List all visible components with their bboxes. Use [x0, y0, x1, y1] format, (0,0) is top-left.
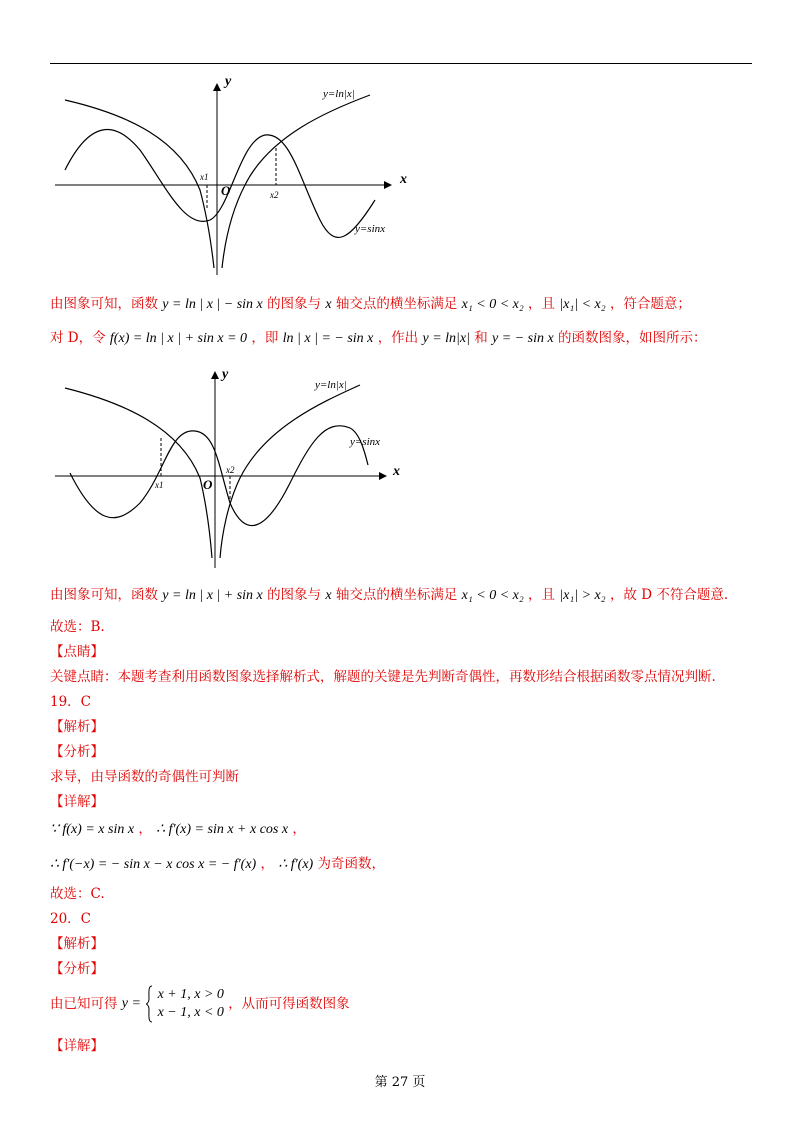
graph-ln-minus-sin: [50, 70, 410, 280]
analysis-19: 求导，由导函数的奇偶性可判断: [50, 769, 239, 785]
formula: ln | x | = − sin x: [282, 331, 374, 346]
root1-label: x1: [200, 172, 209, 182]
text-segment: 由图象可知，函数: [50, 587, 158, 603]
question-20: 20．C: [50, 911, 92, 927]
root2-label: x2: [226, 465, 235, 475]
text-segment: 和: [474, 330, 488, 346]
formula: |x₁| > x₂: [559, 588, 606, 603]
answer-c-19: 故选：C.: [50, 886, 105, 902]
formula: y = ln|x|: [422, 331, 470, 346]
section-jiexi-19: 【解析】: [50, 719, 104, 735]
formula: x: [325, 588, 332, 603]
derivation-line-2: [50, 854, 385, 875]
text-line-3: [50, 585, 728, 606]
formula: x₁ < 0 < x₂: [461, 297, 524, 312]
origin-label: O: [203, 477, 213, 492]
section-xiangjie-20: 【详解】: [50, 1038, 104, 1054]
axis-y-label: y: [222, 367, 229, 382]
formula: ∵ f(x) = x sin x: [50, 822, 135, 837]
section-fenxi-19: 【分析】: [50, 744, 104, 760]
text-segment: 轴交点的横坐标满足: [335, 296, 458, 312]
text-segment: ，且: [528, 587, 556, 603]
origin-label: O: [221, 183, 231, 198]
formula: x₁ < 0 < x₂: [461, 588, 524, 603]
piecewise-line: [50, 985, 350, 1023]
text-segment: ，且: [528, 296, 556, 312]
text-segment: 由已知可得: [50, 996, 118, 1012]
text-segment: ，: [138, 821, 152, 837]
text-segment: 对 D，令: [50, 330, 106, 346]
question-19: 19．C: [50, 694, 92, 710]
text-segment: ，: [292, 821, 306, 837]
text-segment: ，作出: [377, 330, 419, 346]
root1-label: x1: [155, 480, 164, 490]
formula: f(x) = ln | x | + sin x = 0: [109, 331, 248, 346]
formula: |x₁| < x₂: [559, 297, 606, 312]
case-2: x − 1, x < 0: [157, 1005, 224, 1020]
label-sin: y=sinx: [355, 223, 386, 235]
brace-icon: [145, 985, 153, 1023]
text-line-2: [50, 328, 707, 349]
text-segment: ，从而可得函数图象: [228, 996, 350, 1012]
text-segment: 为奇函数，: [317, 856, 386, 872]
case-1: x + 1, x > 0: [157, 987, 224, 1002]
label-sin: y=sinx: [350, 436, 381, 448]
formula: y = ln | x | − sin x: [162, 297, 263, 312]
text-segment: 的函数图象，如图所示：: [558, 330, 707, 346]
section-xiangjie-19: 【详解】: [50, 794, 104, 810]
text-segment: ，: [260, 856, 275, 872]
formula: y = ln | x | + sin x: [162, 588, 263, 603]
text-segment: ，符合题意；: [609, 296, 691, 312]
derivation-line-1: [50, 819, 306, 840]
text-segment: 的图象与: [267, 587, 322, 603]
header-rule: [50, 63, 752, 64]
formula: x: [325, 297, 332, 312]
text-segment: ，故 D 不符合题意.: [609, 587, 729, 603]
formula: ∴ f′(−x) = − sin x − x cos x = − f′(x): [50, 857, 257, 872]
section-fenxi-20: 【分析】: [50, 961, 104, 977]
formula: ∴ f′(x): [278, 857, 314, 872]
label-ln: y=ln|x|: [323, 88, 355, 100]
text-segment: 的图象与: [267, 296, 322, 312]
section-jiexi-20: 【解析】: [50, 936, 104, 952]
text-line-1: [50, 294, 691, 315]
formula: y =: [121, 996, 141, 1011]
answer-b: 故选：B.: [50, 619, 105, 635]
axis-x-label: x: [400, 172, 407, 187]
text-segment: 由图象可知，函数: [50, 296, 158, 312]
formula: ∴ f′(x) = sin x + x cos x: [156, 822, 289, 837]
root2-label: x2: [270, 190, 279, 200]
text-segment: ，即: [251, 330, 279, 346]
axis-y-label: y: [225, 74, 232, 89]
sin-curve: [65, 130, 375, 238]
axis-x-label: x: [393, 464, 400, 479]
graph-ln-plus-sin: [50, 363, 410, 573]
formula: y = − sin x: [492, 331, 554, 346]
piecewise-brace: [145, 985, 224, 1023]
page-number: 第 27 页: [374, 1075, 426, 1090]
label-ln: y=ln|x|: [315, 379, 347, 391]
ln-abs-curve: [65, 385, 360, 558]
key-point: 关键点睛：本题考查利用函数图象选择解析式，解题的关键是先判断奇偶性，再数形结合根据函数零点情况判断.: [50, 669, 716, 685]
text-segment: 轴交点的横坐标满足: [335, 587, 458, 603]
section-dianjing: 【点睛】: [50, 644, 104, 660]
